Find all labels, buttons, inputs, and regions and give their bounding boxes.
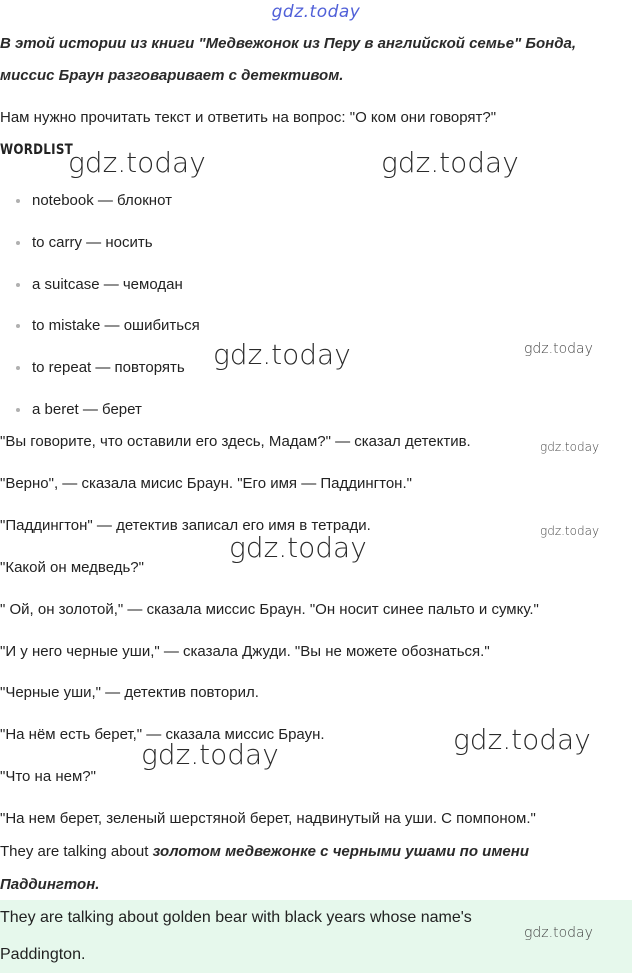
intro-line-2: миссис Браун разговаривает с детективом.: [0, 67, 344, 84]
dialogue-line: "Паддингтон" — детектив записал его имя в тетради.: [0, 517, 371, 534]
conclusion-italic-2: Паддингтон.: [0, 876, 100, 893]
brand-watermark-top: gdz.today: [271, 2, 361, 22]
watermark-text: gdz.today: [68, 146, 206, 179]
dialogue-line: "Что на нем?": [0, 768, 96, 785]
dialogue-line: "Верно", — сказала мисис Браун. "Его имя — Паддингтон.": [0, 475, 412, 492]
intro-line-1: В этой истории из книги "Медвежонок из Перу в английской семье" Бонда,: [0, 35, 577, 52]
watermark-text: gdz.today: [524, 341, 593, 357]
watermark-text: gdz.today: [540, 440, 600, 454]
watermark-text: gdz.today: [229, 531, 367, 564]
bullet-icon: [16, 324, 20, 328]
bullet-icon: [16, 199, 20, 203]
wordlist-item: to carry — носить: [16, 233, 153, 253]
watermark-text: gdz.today: [213, 338, 351, 371]
task-text: Нам нужно прочитать текст и ответить на вопрос: "О ком они говорят?": [0, 109, 497, 126]
bullet-icon: [16, 408, 20, 412]
bullet-icon: [16, 366, 20, 370]
wordlist-item: to mistake — ошибиться: [16, 316, 200, 336]
dialogue-line: " Ой, он золотой," — сказала миссис Браун. "Он носит синее пальто и сумку.": [0, 601, 539, 618]
dialogue-line: "На нём есть берет," — сказала миссис Браун.: [0, 726, 325, 743]
watermark-text: gdz.today: [540, 524, 600, 538]
dialogue-line: "Черные уши," — детектив повторил.: [0, 684, 259, 701]
wordlist-item: notebook — блокнот: [16, 191, 172, 211]
conclusion-prefix: They are talking about: [0, 843, 153, 860]
dialogue-line: "Вы говорите, что оставили его здесь, Мадам?" — сказал детектив.: [0, 433, 471, 450]
wordlist-item: a beret — берет: [16, 400, 142, 420]
watermark-text: gdz.today: [453, 723, 591, 756]
conclusion-italic-1: золотом медвежонке с черными ушами по имени: [152, 843, 529, 860]
bullet-icon: [16, 283, 20, 287]
answer-line-2: Paddington.: [0, 946, 86, 963]
conclusion-line-1: [0, 842, 529, 862]
watermark-text: gdz.today: [141, 738, 279, 771]
watermark-text: gdz.today: [381, 146, 519, 179]
wordlist-heading: WORDLIST: [0, 142, 74, 158]
wordlist-item: to repeat — повторять: [16, 358, 185, 378]
bullet-icon: [16, 241, 20, 245]
dialogue-line: "И у него черные уши," — сказала Джуди. "Вы не можете обознаться.": [0, 643, 490, 660]
watermark-text: gdz.today: [524, 925, 593, 941]
dialogue-line: "На нем берет, зеленый шерстяной берет, надвинутый на уши. С помпоном.": [0, 810, 536, 827]
dialogue-line: "Какой он медведь?": [0, 559, 144, 576]
wordlist-item: a suitcase — чемодан: [16, 275, 183, 295]
answer-line-1: They are talking about golden bear with black years whose name's: [0, 909, 472, 926]
